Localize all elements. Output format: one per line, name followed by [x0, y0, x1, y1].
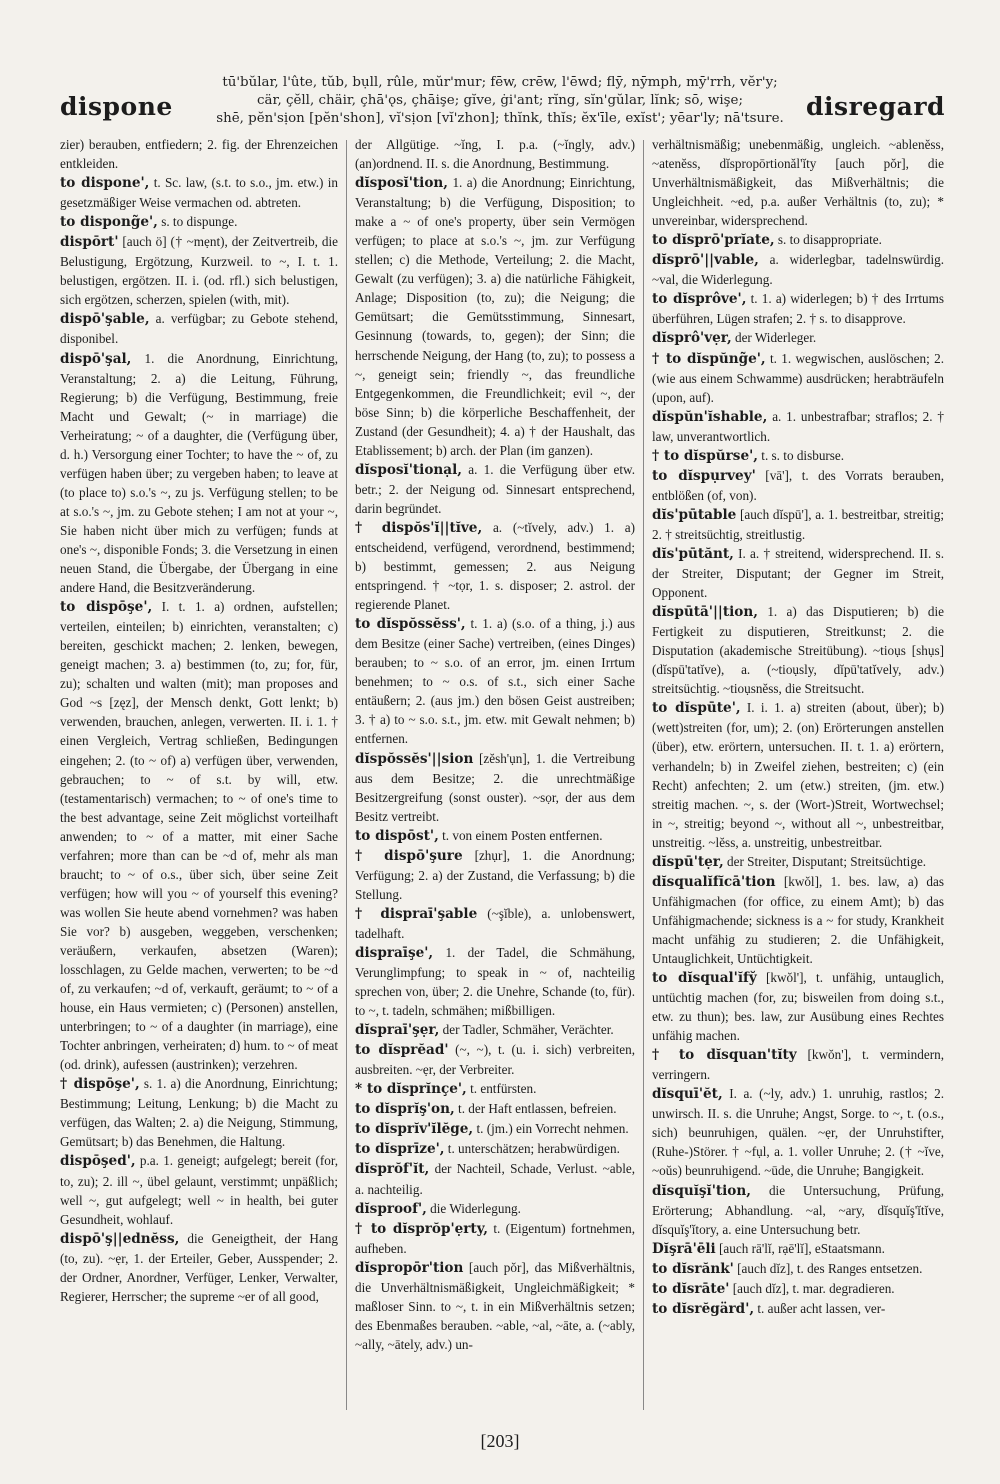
definition-text: 1. a) die Anordnung; Einrichtung, Veranstaltung; b) die Verfügung, Disposition; to make a ~ of one's property, über sein Vermögen verfügen; to place at s.o.'s ~, jm. zur Verfügung stellen; c) die Methode, Verteilung; 2. die Macht, Gewalt (zu verfügen); 3. a) die natürliche Fähigkeit, Anlage; Disposition (to, zu); die Neigung; die Gemütsart; die Gemütsstimmung, Sinnesart, Gesinnung (towards, to, gegen); der Sinn; die herrschende Neigung, der Hang (to, zu); to possess a ~, geneigt sein; friendly ~, das freundliche Entgegenkommen, die Freundlichkeit; evil ~, der böse Sinn; b) die körperliche Beschaffenheit, der Zustand (der Gesundheit); 4. a) † der Haushalt, das Etablissement; b) arch. der Plan (im ganzen). [355, 175, 635, 458]
headword: to dĭsprĕad' [355, 1042, 449, 1059]
definition-text: a. widerlegbar, tadelnswürdig. ~val, die Widerlegung. [652, 252, 944, 288]
headword: dispraīşe', [355, 944, 434, 961]
dictionary-entry [355, 460, 635, 518]
headword: † to dĭsprŏp'ẹrty, [355, 1220, 489, 1237]
definition-text: [auch rā'lĭ, rạē'lĭ], eStaatsmann. [719, 1240, 885, 1256]
dictionary-entry [652, 1259, 944, 1279]
definition-text: verhältnismäßig; unebenmäßig, ungleich. ~ablenĕss, ~atenĕss, dĭspropōrtionăl'ĭty [auch pŏr], die Unverhältnismäßigkeit, das Mißverhältnis; die Ungleichheit. ~ed, p.a. außer Verhältnis (to, zu); * unvereinbar, widersprechend. [652, 137, 944, 229]
definition-text: der Allgütige. ~ĭng, I. p.a. (~ĭngly, adv.) (an)ordnend. II. s. die Anordnung, Bestimmung. [355, 137, 635, 172]
dictionary-entry [60, 173, 338, 212]
definition-text: [auch dĭz], t. des Ranges entsetzen. [737, 1260, 923, 1276]
dictionary-entry [652, 1181, 944, 1239]
headword: to dĭsrāte' [652, 1280, 730, 1297]
definition-text: s. to disappropriate. [777, 232, 882, 248]
definition-text: a. 1. unbestrafbar; straflos; 2. † law, unverantwortlich. [652, 408, 944, 444]
definition-text: [auch pŏr], das Mißverhältnis, die Unverhältnismäßigkeit, Ungleichmäßigkeit; * maßloser Sinn. to ~, t. in ein Mißverhältnis setzen; des Ebenmaßes berauben. ~able, ~al, ~āte, a. (~ably, ~ally, ~ātely, adv.) un- [355, 1259, 635, 1352]
definition-text: (~, ~), t. (u. i. sich) verbreiten, ausbreiten. ~ẹr, der Verbreiter. [355, 1042, 635, 1078]
pronunciation-line: cär, çĕll, chäir, çhā'ǫs, çhāişe; gĭve, ġi'ant; rĭng, sĭn'gŭlar, lĭnk; sō, wişe; [257, 93, 743, 108]
headword: dispōrt' [60, 234, 119, 251]
dictionary-entry [652, 544, 944, 602]
dictionary-entry [355, 1199, 635, 1219]
dictionary-entry [652, 505, 944, 544]
dictionary-entry [652, 466, 944, 505]
definition-text: p.a. 1. geneigt; aufgelegt; bereit (for, to, zu); 2. ill ~, übel gelaunt, verstimmt; unpäßlich; well ~, gut aufgelegt; well ~ in health, bei guter Gesundheit, wohlauf. [60, 1153, 338, 1227]
dictionary-entry [652, 1045, 944, 1084]
dictionary-entry [652, 698, 944, 851]
headword: to dĭsrănk' [652, 1260, 734, 1277]
pronunciation-line: tū'bŭlar, l'ûte, tŭb, bụll, rûle, mŭr'mur; fēw, crēw, l'ēwd; flȳ, nȳmph, mȳ'rrh, vĕr'y; [222, 75, 778, 90]
guide-word-left: dispone [60, 92, 173, 121]
dictionary-entry [652, 250, 944, 289]
headword: † dispŏs'ĭ||tĭve, [355, 519, 483, 536]
dictionary-entry [355, 1258, 635, 1354]
dictionary-entry [60, 309, 338, 348]
guide-word-right: disregard [806, 92, 945, 121]
headword: dĭspūtā'||tion, [652, 604, 758, 621]
definition-text: der Streiter, Disputant; Streitsüchtige. [727, 853, 927, 869]
headword: dĭs'pūtable [652, 506, 737, 523]
definition-text: t. von einem Posten entfernen. [442, 827, 603, 843]
dictionary-entry [652, 289, 944, 328]
headword: dĭsqualĭfĭcā'tion [652, 873, 776, 890]
column-3 [652, 135, 944, 1420]
dictionary-entry [652, 1279, 944, 1299]
headword: dispōşed', [60, 1153, 136, 1170]
pronunciation-key [210, 74, 790, 128]
definition-text: zier) berauben, entfiedern; 2. fig. der Ehrenzeichen entkleiden. [60, 137, 338, 172]
definition-text: [kwŏl'], t. unfähig, untauglich, untüchtig machen (for, zu; bisweilen from doing s.t., etw. zu thun); bes. law, zur Ausübung eines Rechtes unfähig machen. [652, 970, 944, 1044]
pronunciation-line: shē, pĕn'sịon [pĕn'shon], vĭ'sịon [vĭ'zhon]; thĭnk, thĭs; ĕx'īle, exĭst'; yēar'ly; nā'tsure. [216, 111, 784, 126]
dictionary-entry [652, 328, 944, 348]
definition-text: der Tadler, Schmäher, Verächter. [442, 1022, 614, 1038]
headword: dĭsprô'vẹr, [652, 330, 732, 347]
dictionary-entry [652, 852, 944, 872]
definition-text: 1. a) das Disputieren; b) die Fertigkeit zu disputieren, Streitkunst; 2. die Disputation (akademische Streitübung). ~tioụs [shụs] (dĭspū'tatĭve), a. (~tioụsly, dĭpū'tatĭvely, adv.) streitsüchtig. ~tioụsnĕss, die Streitsucht. [652, 604, 944, 697]
headword: dĭsposĭ'tionạl, [355, 461, 462, 478]
headword: to dĭspūte', [652, 700, 741, 717]
definition-text: a. (~tĭvely, adv.) 1. a) entscheidend, verfügend, verordnend, bestimmend; b) bestimmt, gemessen; 2. aus Neigung entspringend. † ~tọr, 1. s. disposer; 2. astrol. der regierende Planet. [355, 519, 635, 613]
dictionary-entry [355, 614, 635, 748]
definition-text: a. 1. die Verfügung über etw. betr.; 2. der Neigung od. Sinnesart entsprechend, darin begründet. [355, 461, 635, 516]
definition-text: die Widerlegung. [430, 1200, 521, 1216]
definition-text: t. der Haft entlassen, befreien. [458, 1101, 617, 1117]
headword: dispō'şal, [60, 350, 132, 367]
dictionary-entry [355, 1139, 635, 1159]
dictionary-entry [60, 1229, 338, 1306]
headword: to dĭsqual'ĭfy̆ [652, 970, 757, 987]
headword: dĭsquĭşĭ'tion, [652, 1182, 751, 1199]
definition-text: t. (Eigentum) fortnehmen, aufheben. [355, 1220, 635, 1256]
dictionary-entry [652, 1084, 944, 1180]
headword: dispō'ş||ednĕss, [60, 1230, 180, 1247]
definition-text: t. (jm.) ein Vorrecht nehmen. [476, 1121, 629, 1137]
dictionary-entry [652, 349, 944, 407]
headword: dĭspŭn'ĭshable, [652, 408, 768, 425]
dictionary-entry [355, 1020, 635, 1040]
definition-text: [vā'], t. des Vorrats berauben, entblößen (of, von). [652, 467, 944, 503]
dictionary-entry [652, 1299, 944, 1319]
headword: dĭsprŏf'ĭt, [355, 1161, 430, 1178]
headword: to dispōst', [355, 827, 439, 844]
definition-text: [auch ö] († ~mẹnt), der Zeitvertreib, die Belustigung, Ergötzung, Kurzweil. to ~, I. t. 1. belustigen, ergötzen. II. i. (od. rfl.) sich belustigen, sich ergötzen, scherzen, spielen (with, mit). [60, 234, 338, 308]
definition-text: I. a. † streitend, widersprechend. II. s. der Streiter, Disputant; der Gegner im Streit, Opponent. [652, 545, 944, 601]
headword: † to dĭsquan'tĭty [652, 1047, 797, 1064]
dictionary-entry [652, 968, 944, 1045]
definition-text: [kwŏn'], t. vermindern, verringern. [652, 1047, 944, 1083]
dictionary-entry [652, 446, 944, 466]
definition-text: t. Sc. law, (s.t. to s.o., jm. etw.) in gesetzmäßiger Weise vermachen od. abtreten. [60, 175, 338, 211]
dictionary-entry [652, 1239, 944, 1259]
dictionary-entry [355, 826, 635, 846]
dictionary-entry [355, 749, 635, 826]
definition-text: t. unterschätzen; herabwürdigen. [447, 1141, 620, 1157]
headword: dĭspū'tẹr, [652, 853, 724, 870]
headword: dĭsproof', [355, 1200, 427, 1217]
dictionary-entry [60, 597, 338, 1074]
dictionary-entry [355, 846, 635, 904]
definition-text: 1. der Tadel, die Schmähung, Verunglimpfung; to speak in ~ of, nachteilig sprechen von, über; 2. die Unehre, Schande (to, für). to ~, t. tadeln, schmähen; mißbilligen. [355, 944, 635, 1019]
dictionary-entry [60, 1074, 338, 1151]
definition-text: t. s. to disburse. [761, 447, 845, 463]
dictionary-entry [652, 135, 944, 230]
headword: to dĭspụrvey' [652, 467, 756, 484]
definition-text: [zĕsh'ụn], 1. die Vertreibung aus dem Besitze; 2. die unrechtmäßige Besitzergreifung (sonst ouster). ~sọr, der aus dem Besitz vertreibt. [355, 750, 635, 824]
dictionary-entry [355, 1119, 635, 1139]
dictionary-entry [60, 135, 338, 173]
dictionary-entry [60, 349, 338, 598]
dictionary-entry [652, 602, 944, 698]
headword: to dispone', [60, 175, 150, 192]
headword: to dĭsprĭş'on, [355, 1101, 455, 1118]
definition-text: die Geneigtheit, der Hang (to, zu). ~ẹr, 1. der Erteiler, Geber, Ausspender; 2. der Ordner, Anordner, Verfüger, Lenker, Verwalter, Regierer, Herrscher; the supreme ~er of all good, [60, 1230, 338, 1304]
headword: † to dĭspŭrse', [652, 447, 758, 464]
dictionary-entry [355, 1040, 635, 1079]
headword: dĭsquī'ĕt, [652, 1086, 723, 1103]
column-divider [643, 140, 644, 1410]
definition-text: t. entfürsten. [470, 1081, 537, 1097]
definition-text: s. 1. a) die Anordnung, Einrichtung; Bestimmung; Leitung, Lenkung; b) die Macht zu verfügen, das Walten; 2. a) die Neigung, Stimmung, Gemütsart; b) das Benehmen, die Haltung. [60, 1076, 338, 1150]
dictionary-entry [60, 212, 338, 232]
definition-text: (~şĭble), a. unlobenswert, tadelhaft. [355, 905, 635, 941]
headword: to dĭsprĭv'ĭlĕge, [355, 1121, 474, 1138]
column-1 [60, 135, 338, 1420]
dictionary-entry [355, 518, 635, 614]
dictionary-entry [355, 1079, 635, 1099]
definition-text: [zhụr], 1. die Anordnung; Verfügung; 2. a) der Zustand, die Verfassung; b) die Stellung. [355, 847, 635, 902]
headword: * to dĭsprĭnçe', [355, 1081, 467, 1098]
dictionary-entry [60, 1151, 338, 1228]
dictionary-entry [355, 1159, 635, 1198]
definition-text: t. 1. a) (s.o. of a thing, j.) aus dem Besitze (einer Sache) vertreiben, (eines Dinges) berauben; to ~ s.o. of an error, jm. einen Irrtum benehmen; to ~ o.s. of s.t., sich einer Sache entäußern; 2. (aus jm.) den bösen Geist austreiben; 3. † a) to ~ s.o. s.t., jm. etw. mit Gewalt nehmen; b) entfernen. [355, 616, 635, 747]
definition-text: [auch dĭspū'], a. 1. bestreitbar, streitig; 2. † streitsüchtig, streitlustig. [652, 506, 944, 542]
dictionary-entry [652, 407, 944, 446]
dictionary-entry [355, 1219, 635, 1258]
definition-text: der Nachteil, Schade, Verlust. ~able, a. nachteilig. [355, 1161, 635, 1197]
definition-text: t. außer acht lassen, ver- [757, 1300, 886, 1316]
definition-text: I. a. (~ly, adv.) 1. unruhig, rastlos; 2. unwirsch. II. s. die Unruhe; Angst, Sorge. to ~, t. (o.s., sich) beunruhigen, quälen. ~ẹr, der Unruhstifter, (Ruhe-)Störer. † ~fụl, a. 1. voller Unruhe; 2. († ~ĭve, ~oŭs) beunruhigend. ~ūde, die Unruhe; Bangigkeit. [652, 1086, 944, 1179]
dictionary-entry [60, 232, 338, 309]
headword: dĭsposĭ'tion, [355, 175, 448, 192]
dictionary-entry [355, 173, 635, 460]
headword: Dĭşrā'ēli [652, 1240, 716, 1257]
definition-text: [auch dĭz], t. mar. degradieren. [732, 1280, 895, 1296]
dictionary-entry [355, 1099, 635, 1119]
definition-text: die Untersuchung, Prüfung, Erörterung; Abhandlung. ~al, ~ary, dĭsquĭş'ĭtĭve, dĭsquĭş'ĭtory, a. eine Untersuchung betr. [652, 1182, 944, 1237]
definition-text: a. verfügbar; zu Gebote stehend, disponibel. [60, 311, 338, 347]
dictionary-entry [355, 943, 635, 1020]
page-number: [203] [480, 1431, 520, 1451]
dictionary-entry [652, 230, 944, 250]
headword: † dispraī'şable [355, 905, 478, 922]
dictionary-entry [355, 904, 635, 943]
headword: to dispōşe', [60, 599, 153, 616]
column-2 [355, 135, 635, 1420]
headword: dĭs'pūtănt, [652, 545, 734, 562]
definition-text: s. to dispunge. [161, 214, 238, 230]
dictionary-entry [652, 872, 944, 968]
definition-text: t. 1. a) widerlegen; b) † des Irrtums überführen, Lügen strafen; 2. † s. to disapprove. [652, 291, 944, 327]
definition-text: t. 1. wegwischen, auslöschen; 2. (wie aus einem Schwamme) ausdrücken; herabträufeln (upon, auf). [652, 350, 944, 405]
column-divider [346, 140, 347, 1410]
headword: to dĭspŏssĕss', [355, 616, 466, 633]
headword: dĭspropōr'tion [355, 1259, 464, 1276]
headword: to dĭsrĕgärd', [652, 1300, 755, 1317]
headword: to dispong̃e', [60, 214, 158, 231]
headword: dĭspŏssĕs'||sion [355, 750, 474, 767]
headword: † dispō'şure [355, 847, 463, 864]
headword: to dĭsprō'prĭate, [652, 232, 775, 249]
headword: † dispōşe', [60, 1076, 140, 1093]
dictionary-entry [355, 135, 635, 173]
headword: to dĭsprīze', [355, 1141, 445, 1158]
definition-text: [kwŏl], 1. bes. law, a) das Unfähigmachen (for office, zu einem Amt); b) das Unfähigmachende; sickness is a ~ for study, Krankheit macht unfähig zu studieren; 2. die Unfähigkeit, Untauglichkeit, Untüchtigkeit. [652, 873, 944, 966]
headword: dĭspraī'şẹr, [355, 1022, 440, 1039]
headword: dĭsprō'||vable, [652, 252, 759, 269]
definition-text: I. i. 1. a) streiten (about, über); b) (wett)streiten (for, um); 2. (on) Erörterungen anstellen (über), etw. erörtern, untersuchen. II. t. 1. a) erörtern, verhandeln; b) in Zweifel ziehen, bestreiten; c) (ein Recht) anfechten; 2. um (etw.) streiten, (jm. etw.) streitig machen. ~, s. der (Wort-)Streit, Wortwechsel; in ~, streitig; beyond ~, without all ~, unbestreitbar, unstreitig. ~lĕss, a. unstreitig, unbestreitbar. [652, 700, 944, 850]
definition-text: der Widerleger. [734, 330, 817, 346]
definition-text: 1. die Anordnung, Einrichtung, Veranstaltung; 2. a) die Leitung, Führung, Regierung; b) die Verfügung, Bestimmung, freie Macht und Gewalt; (~ in marriage) die Verheiratung; ~ of a daughter, die (Verfügung über, d. h.) Versorgung einer Tochter; to have the ~ of, zu verfügen haben über; zu vergeben haben; to leave at (to place to) s.o.'s ~, zu js. Verfügung stellen; to be at s.o.'s ~, jm. zu Gebote stehen; I am not at your ~, Sie haben nicht über mich zu verfügen; funds at one's ~, disponible Fonds; 3. die Versetzung in einen neuen Stand, die Übergabe, der Übergang in eine andere Hand, die Besitzveränderung. [60, 350, 338, 596]
headword: † to dĭspŭng̃e', [652, 350, 766, 367]
headword: dispō'şable, [60, 311, 150, 328]
definition-text: I. t. 1. a) ordnen, aufstellen; verteilen, einteilen; b) einrichten, veranstalten; c) bereiten, geschickt machen; 2. lenken, bewegen, geneigt machen; 3. a) bestimmen (to, zu; for, für, zu); schalten und walten (mit); man proposes and God ~s [zęz], der Mensch denkt, Gott lenkt; b) verwenden, brauchen, anlegen, verwerten. II. i. 1. † einen Vergleich, Vertrag schließen, Bedingungen eingehen; 2. (to ~ of) a) verfügen über, verwenden, gebrauchen; to ~ of s.t. by will, etw. (testamentarisch) vermachen; to ~ of one's time to the best advantage, seine Zeit möglichst vorteilhaft anwenden; to ~ of a matter, mit einer Sache verfahren; more than can be ~d of, mehr als man braucht; to ~ of o.s., über sich, über seine Zeit verfügen; how will you ~ of yourself this evening? was wollen Sie heute abend vornehmen? was haben Sie vor? b) ausgeben, weggeben, verschenken; veräußern, verkaufen, absetzen (Waren); losschlagen, zu Gelde machen, verwerten; to be ~d of, zu verkaufen; ~d of, verkauft, geräumt; to ~ of a house, ein Haus vermieten; c) (Personen) anstellen, unterbringen; to ~ of a daughter (in marriage), eine Tochter anbringen, verheiraten; d) hum. to ~ of meat (od. drink), aufessen (austrinken); verzehren. [60, 599, 338, 1073]
headword: to dĭsprôve', [652, 291, 747, 308]
